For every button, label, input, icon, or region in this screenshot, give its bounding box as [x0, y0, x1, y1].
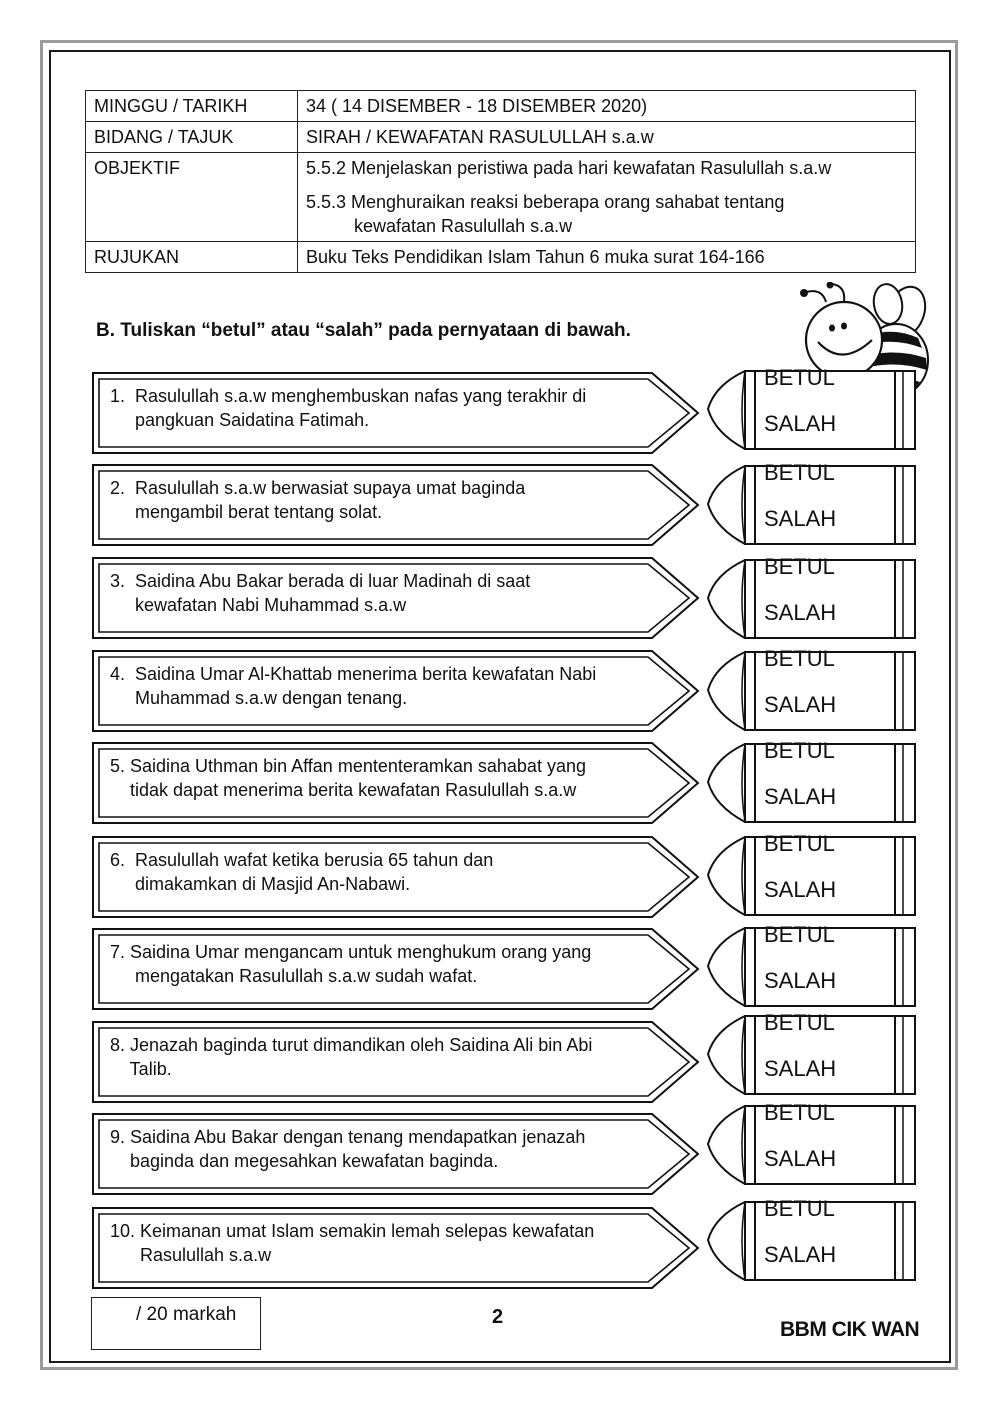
- answer-crayon[interactable]: [705, 924, 919, 1008]
- option-betul[interactable]: BETUL: [764, 365, 835, 390]
- option-salah[interactable]: SALAH: [764, 1146, 837, 1171]
- option-betul[interactable]: BETUL: [764, 460, 835, 485]
- value-bidang: SIRAH / KEWAFATAN RASULULLAH s.a.w: [298, 122, 916, 153]
- question-line-2: kewafatan Nabi Muhammad s.a.w: [110, 595, 407, 615]
- answer-crayon[interactable]: [705, 648, 919, 732]
- answer-crayon[interactable]: [705, 462, 919, 546]
- option-salah[interactable]: SALAH: [764, 692, 837, 717]
- value-rujukan: Buku Teks Pendidikan Islam Tahun 6 muka surat 164-166: [298, 242, 916, 273]
- question-line-2: Talib.: [110, 1059, 172, 1079]
- question-item: [92, 836, 702, 916]
- footer-brand: BBM CIK WAN: [780, 1318, 920, 1341]
- question-item: [92, 742, 702, 822]
- objective-1: 5.5.2 Menjelaskan peristiwa pada hari kewafatan Rasulullah s.a.w: [306, 158, 832, 178]
- page-number: 2: [492, 1306, 504, 1328]
- question-line-1: 2. Rasulullah s.a.w berwasiat supaya umat baginda: [110, 478, 526, 498]
- option-betul[interactable]: BETUL: [764, 646, 835, 671]
- question-item: [92, 1113, 702, 1193]
- label-rujukan: RUJUKAN: [86, 242, 298, 273]
- question-item: [92, 464, 702, 544]
- option-betul[interactable]: BETUL: [764, 831, 835, 856]
- answer-crayon[interactable]: [705, 1012, 919, 1096]
- question-line-1: 7. Saidina Umar mengancam untuk menghukum orang yang: [110, 942, 592, 962]
- question-line-1: 6. Rasulullah wafat ketika berusia 65 tahun dan: [110, 850, 494, 870]
- label-bidang: BIDANG / TAJUK: [86, 122, 298, 153]
- question-item: [92, 1207, 702, 1287]
- option-betul[interactable]: BETUL: [764, 738, 835, 763]
- question-item: [92, 372, 702, 452]
- question-item: [92, 557, 702, 637]
- label-objektif: OBJEKTIF: [86, 153, 298, 242]
- question-line-1: 3. Saidina Abu Bakar berada di luar Madinah di saat: [110, 571, 531, 591]
- table-row: [86, 242, 916, 273]
- option-salah[interactable]: SALAH: [764, 1242, 837, 1267]
- answer-crayon[interactable]: [705, 556, 919, 640]
- question-line-2: dimakamkan di Masjid An-Nabawi.: [110, 874, 411, 894]
- label-minggu: MINGGU / TARIKH: [86, 91, 298, 122]
- question-line-2: mengambil berat tentang solat.: [110, 502, 383, 522]
- question-line-2: baginda dan megesahkan kewafatan baginda.: [110, 1151, 499, 1171]
- question-line-2: tidak dapat menerima berita kewafatan Rasulullah s.a.w: [110, 780, 577, 800]
- option-salah[interactable]: SALAH: [764, 1056, 837, 1081]
- table-row: [86, 153, 916, 242]
- answer-crayon[interactable]: [705, 833, 919, 917]
- option-salah[interactable]: SALAH: [764, 506, 837, 531]
- option-betul[interactable]: BETUL: [764, 922, 835, 947]
- option-salah[interactable]: SALAH: [764, 600, 837, 625]
- option-salah[interactable]: SALAH: [764, 784, 837, 809]
- question-line-2: Muhammad s.a.w dengan tenang.: [110, 688, 408, 708]
- question-line-2: pangkuan Saidatina Fatimah.: [110, 410, 370, 430]
- info-table: [85, 90, 916, 273]
- table-row: [86, 122, 916, 153]
- question-line-2: mengatakan Rasulullah s.a.w sudah wafat.: [110, 966, 478, 986]
- option-betul[interactable]: BETUL: [764, 1100, 835, 1125]
- answer-crayon[interactable]: [705, 740, 919, 824]
- objective-2-cont: kewafatan Rasulullah s.a.w: [354, 216, 573, 236]
- option-salah[interactable]: SALAH: [764, 877, 837, 902]
- option-betul[interactable]: BETUL: [764, 1010, 835, 1035]
- question-item: [92, 1021, 702, 1101]
- value-objektif: [298, 153, 916, 242]
- section-title: B. Tuliskan “betul” atau “salah” pada pernyataan di bawah.: [96, 320, 631, 341]
- option-betul[interactable]: BETUL: [764, 1196, 835, 1221]
- question-line-1: 8. Jenazah baginda turut dimandikan oleh Saidina Ali bin Abi: [110, 1035, 593, 1055]
- answer-crayon[interactable]: [705, 367, 919, 451]
- question-line-1: 1. Rasulullah s.a.w menghembuskan nafas yang terakhir di: [110, 386, 587, 406]
- question-line-1: 4. Saidina Umar Al-Khattab menerima berita kewafatan Nabi: [110, 664, 597, 684]
- value-minggu: 34 ( 14 DISEMBER - 18 DISEMBER 2020): [298, 91, 916, 122]
- score-label: / 20 markah: [136, 1304, 237, 1325]
- question-item: [92, 928, 702, 1008]
- question-line-1: 10. Keimanan umat Islam semakin lemah selepas kewafatan: [110, 1221, 595, 1241]
- option-salah[interactable]: SALAH: [764, 968, 837, 993]
- question-item: [92, 650, 702, 730]
- table-row: [86, 91, 916, 122]
- question-line-1: 5. Saidina Uthman bin Affan mententeramkan sahabat yang: [110, 756, 586, 776]
- answer-crayon[interactable]: [705, 1102, 919, 1186]
- answer-crayon[interactable]: [705, 1198, 919, 1282]
- question-line-2: Rasulullah s.a.w: [110, 1245, 272, 1265]
- option-salah[interactable]: SALAH: [764, 411, 837, 436]
- question-line-1: 9. Saidina Abu Bakar dengan tenang mendapatkan jenazah: [110, 1127, 586, 1147]
- objective-2: 5.5.3 Menghuraikan reaksi beberapa orang sahabat tentang: [306, 192, 785, 212]
- option-betul[interactable]: BETUL: [764, 554, 835, 579]
- score-box: [91, 1297, 261, 1350]
